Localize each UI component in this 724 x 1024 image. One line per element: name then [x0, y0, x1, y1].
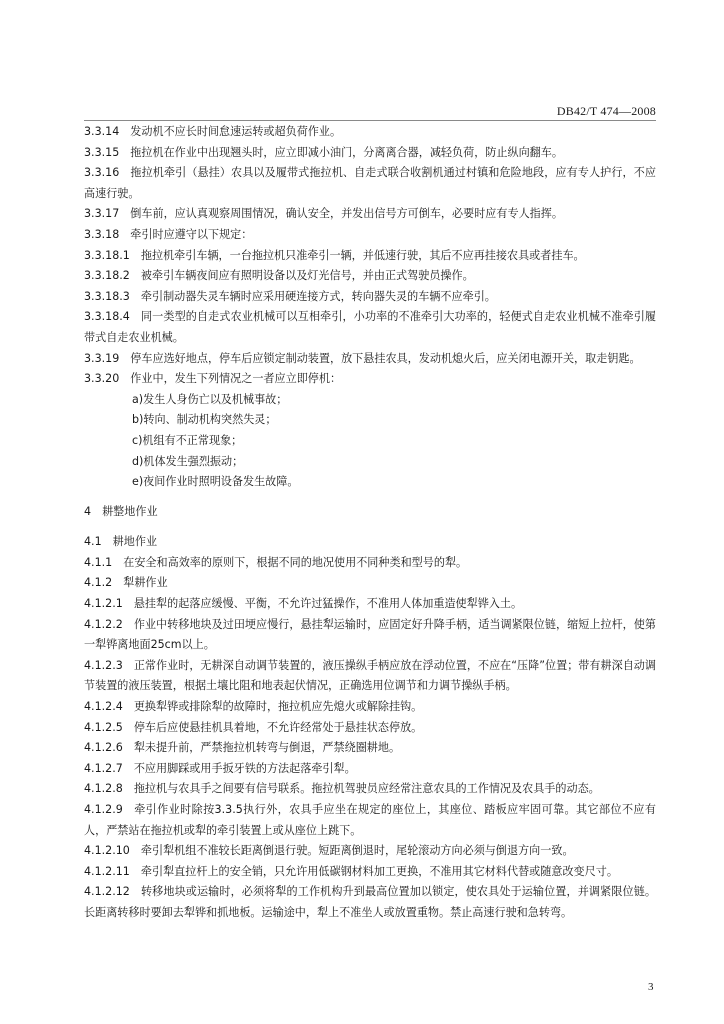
list-item: e)夜间作业时照明设备发生故障。: [132, 475, 299, 489]
clause-text: 耕整地作业: [102, 504, 158, 518]
clause-text: 作业中转移地块及过田埂应慢行，悬挂犁运输时，应固定好升降手柄，适当调紧限位链，缩短上拉杆，使第一犁铧离地面25cm以上。: [84, 617, 656, 652]
clause-number: 3.3.18.1: [84, 248, 130, 262]
clause-number: 4.1.2.1: [84, 597, 123, 611]
clause-text: 同一类型的自走式农业机械可以互相牵引，小功率的不准牵引大功率的，轻便式自走农业机械不准牵引履带式自走农业机械。: [84, 310, 656, 344]
clause-text: 作业中，发生下列情况之一者应立即停机：: [130, 372, 342, 386]
clause-text: 牵引时应遵守以下规定：: [130, 227, 253, 241]
clause-paragraph: [84, 122, 656, 143]
document-body: [84, 122, 656, 924]
clause-number: 4.1.2.10: [84, 844, 130, 858]
clause-paragraph: [84, 369, 656, 390]
clause-number: 4.1.2.3: [84, 658, 123, 672]
document-code: DB42/T 474—2008: [556, 104, 656, 118]
clause-number: 3.3.18: [84, 227, 120, 241]
clause-text: 牵引作业时除按3.3.5执行外，农具手应坐在规定的座位上，其座位、踏板应牢固可靠。其它部位不应有人，严禁站在拖拉机或犁的牵引装置上或从座位上跳下。: [84, 803, 656, 837]
clause-paragraph: [84, 800, 656, 841]
clause-paragraph: [84, 697, 656, 718]
clause-text: 停车后应使悬挂机具着地，不允许经常处于悬挂状态停放。: [133, 720, 423, 734]
clause-paragraph: [84, 862, 656, 883]
clause-number: 4.1.1: [84, 555, 113, 569]
clause-number: 4.1.2.11: [84, 864, 130, 878]
clause-paragraph: [84, 779, 656, 800]
clause-number: 3.3.16: [84, 166, 120, 180]
clause-number: 3.3.18.3: [84, 289, 130, 303]
clause-paragraph: [84, 349, 656, 370]
clause-text: 牵引犁机组不准较长距离倒退行驶。短距离倒退时，尾轮滚动方向必须与倒退方向一致。: [140, 844, 574, 858]
list-item: a)发生人身伤亡以及机械事故；: [132, 392, 288, 406]
clause-text: 犁耕作业: [123, 576, 168, 590]
clause-number: 3.3.20: [84, 372, 120, 386]
clause-text: 不应用脚踩或用手扳牙铁的方法起落牵引犁。: [133, 761, 356, 775]
clause-text: 正常作业时，无耕深自动调节装置的，液压操纵手柄应放在浮动位置，不应在“压降”位置；带有耕深自动调节装置的液压装置，根据土壤比阻和地表起伏情况，正确选用位调节和力调节操纵手柄。: [84, 658, 656, 693]
clause-paragraph: [84, 656, 656, 697]
clause-number: 3.3.14: [84, 125, 120, 138]
clause-paragraph: [84, 882, 656, 923]
clause-paragraph: [84, 594, 656, 615]
clause-number: 4: [84, 504, 92, 518]
clause-number: 4.1.2: [84, 576, 113, 590]
clause-number: 4.1: [84, 535, 102, 549]
clause-number: 3.3.19: [84, 351, 120, 365]
clause-text: 牵引犁直拉杆上的安全销，只允许用低碳钢材料加工更换，不准用其它材料代替或随意改变尺寸。: [140, 864, 618, 878]
clause-text: 倒车前，应认真观察周围情况，确认安全，并发出信号方可倒车，必要时应有专人指挥。: [130, 207, 563, 221]
clause-paragraph: [84, 532, 656, 553]
clause-text: 悬挂犁的起落应缓慢、平衡，不允许过猛操作，不准用人体加重造使犁铧入土。: [133, 597, 523, 611]
clause-text: 拖拉机在作业中出现翘头时，应立即减小油门，分离离合器，减轻负荷，防止纵向翻车。: [130, 145, 563, 159]
clause-number: 4.1.2.7: [84, 761, 123, 775]
clause-text: 被牵引车辆夜间应有照明设备以及灯光信号，并由正式驾驶员操作。: [140, 269, 474, 283]
clause-text: 更换犁铧或排除犁的故障时，拖拉机应先熄火或解除挂钩。: [133, 700, 423, 714]
clause-paragraph: [84, 287, 656, 308]
clause-paragraph: [84, 266, 656, 287]
clause-text: 停车应选好地点，停车后应锁定制动装置，放下悬挂农具，发动机熄火后，应关闭电源开关，取走钥匙。: [130, 351, 641, 365]
clause-number: 4.1.2.4: [84, 700, 123, 714]
clause-text: 拖拉机与农具手之间要有信号联系。拖拉机驾驶员应经常注意农具的工作情况及农具手的动态。: [133, 782, 600, 796]
section-heading: [84, 502, 656, 523]
clause-number: 3.3.15: [84, 145, 120, 159]
clause-number: 4.1.2.6: [84, 741, 123, 755]
clause-text: 拖拉机牵引车辆，一台拖拉机只准牵引一辆，并低速行驶，其后不应再挂接农具或者挂车。: [140, 248, 585, 262]
clause-number: 3.3.18.2: [84, 269, 130, 283]
list-item: b)转向、制动机构突然失灵；: [132, 413, 277, 427]
clause-paragraph: [84, 718, 656, 739]
clause-paragraph: [84, 204, 656, 225]
page-number: 3: [648, 981, 654, 993]
clause-paragraph: [84, 841, 656, 862]
clause-number: 3.3.18.4: [84, 310, 130, 324]
clause-paragraph: [84, 307, 656, 348]
header-divider: [84, 120, 656, 121]
clause-text: 耕地作业: [112, 535, 158, 549]
list-item: d)机体发生强烈振动；: [132, 454, 244, 468]
list-item: c)机组有不正常现象；: [132, 433, 243, 447]
clause-paragraph: [84, 615, 656, 656]
clause-paragraph: [84, 143, 656, 164]
clause-number: 4.1.2.9: [84, 803, 123, 816]
clause-number: 4.1.2.5: [84, 720, 123, 734]
clause-number: 4.1.2.2: [84, 617, 123, 631]
clause-text: 犁未提升前，严禁拖拉机转弯与倒退，严禁绕圈耕地。: [133, 741, 401, 755]
clause-number: 3.3.17: [84, 207, 120, 221]
clause-paragraph: [84, 738, 656, 759]
clause-number: 4.1.2.12: [84, 885, 130, 899]
clause-paragraph: [84, 573, 656, 594]
clause-text: 牵引制动器失灵车辆时应采用硬连接方式，转向器失灵的车辆不应牵引。: [140, 289, 496, 303]
clause-paragraph: [84, 246, 656, 267]
clause-paragraph: [84, 163, 656, 204]
clause-paragraph: [84, 225, 656, 246]
clause-text: 发动机不应长时间怠速运转或超负荷作业。: [130, 125, 342, 138]
clause-text: 转移地块或运输时，必须将犁的工作机构升到最高位置加以锁定，使农具处于运输位置，并调紧限位链。长距离转移时要卸去犁铧和抓地板。运输途中，犁上不准坐人或放置重物。禁止高速行驶和急转弯。: [84, 885, 656, 919]
clause-number: 4.1.2.8: [84, 782, 123, 796]
clause-text: 在安全和高效率的原则下，根据不同的地况使用不同种类和型号的犁。: [123, 555, 468, 569]
clause-text: 拖拉机牵引（悬挂）农具以及履带式拖拉机、自走式联合收割机通过村镇和危险地段，应有专人护行，不应高速行驶。: [84, 166, 656, 200]
clause-paragraph: [84, 759, 656, 780]
clause-paragraph: [84, 553, 656, 574]
